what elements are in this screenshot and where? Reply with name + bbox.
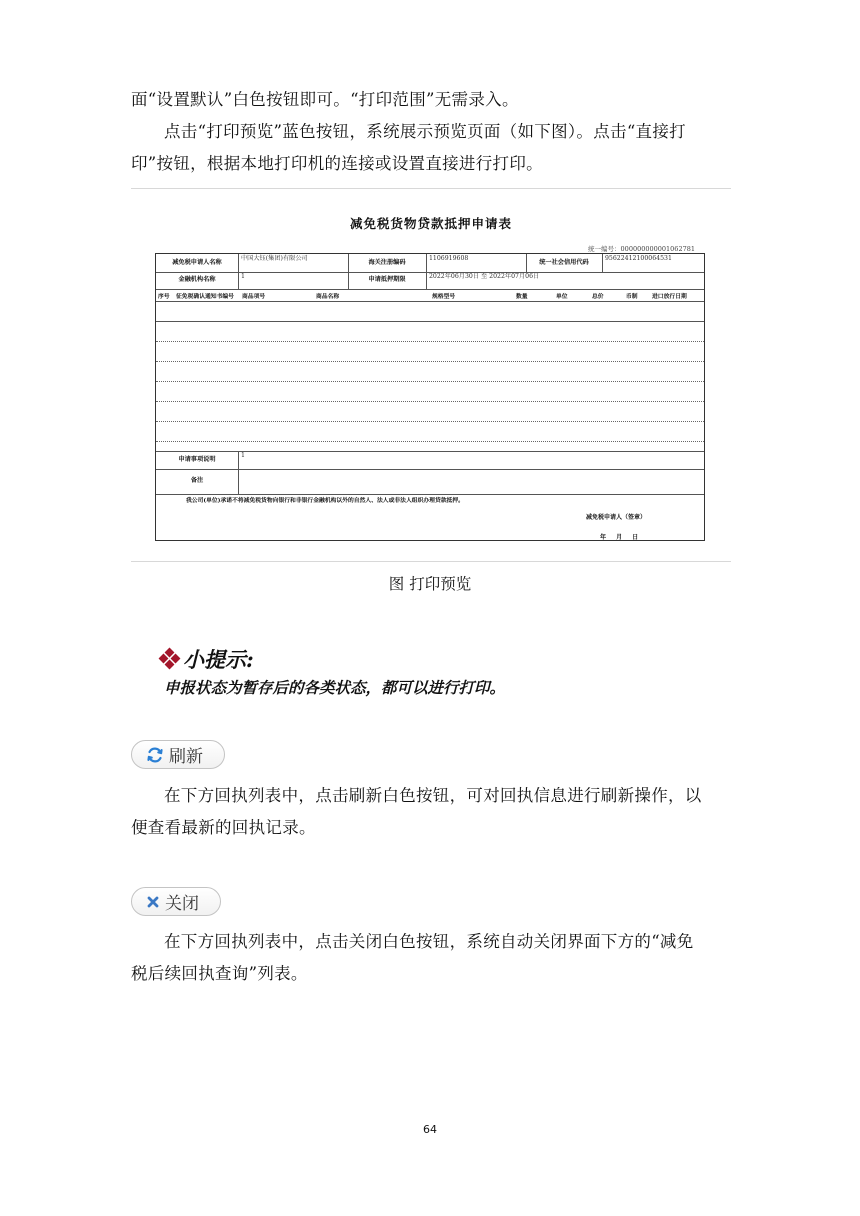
notes-label: 申请事项说明: [178, 455, 216, 463]
close-desc-line1: 在下方回执列表中，点击关闭白色按钮，系统自动关闭界面下方的“减免: [164, 932, 694, 951]
header-cell: 规格型号: [432, 293, 456, 300]
refresh-desc-line2: 便查看最新的回执记录。: [131, 818, 316, 837]
tip-heading: [160, 644, 254, 674]
applicant-value: 中国大钰(集团)有限公司: [241, 255, 308, 262]
credit-code-label: 统一社会信用代码: [539, 258, 589, 266]
form-row-applicant: [156, 254, 704, 273]
refresh-button-label: 刷新: [169, 747, 203, 767]
form-data-row: [156, 321, 704, 342]
close-icon: [146, 895, 160, 909]
intro-paragraph: [131, 84, 731, 180]
header-cell: 进口放行日期: [652, 293, 687, 300]
customs-code-value: 1106919608: [429, 255, 469, 262]
form-data-row: [156, 401, 704, 422]
applicant-signature-label: 减免税申请人（签章）: [586, 514, 647, 521]
refresh-icon: [146, 746, 164, 764]
remark-label: 备注: [190, 477, 204, 485]
form-row-bank: [156, 272, 704, 290]
intro-line3: 印”按钮，根据本地打印机的连接或设置直接进行打印。: [131, 154, 543, 173]
bank-label: 金融机构名称: [178, 276, 216, 284]
header-cell: 商品项号: [242, 293, 266, 300]
mortgage-form: [155, 253, 705, 541]
form-data-row: [156, 341, 704, 362]
period-value: 2022年06月30日 至 2022年07月06日: [429, 273, 540, 280]
form-data-row: [156, 421, 704, 442]
page-number: 64: [423, 1123, 437, 1136]
period-label: 申请抵押期限: [368, 276, 406, 284]
date-label: 年 月 日: [600, 534, 639, 541]
close-button[interactable]: [131, 887, 221, 916]
applicant-label: 减免税申请人名称: [172, 258, 222, 266]
customs-code-label: 海关注册编码: [368, 258, 406, 266]
header-cell: 数量: [516, 293, 528, 300]
credit-code-value: 9562241210006453​1: [605, 255, 672, 262]
intro-line2: 点击“打印预览”蓝色按钮，系统展示预览页面（如下图）。点击“直接打: [164, 122, 686, 141]
close-description: [131, 926, 731, 990]
form-data-row: [156, 381, 704, 402]
close-button-label: 关闭: [165, 894, 199, 914]
diamond-bullet-icon: [160, 649, 180, 669]
form-data-row: [156, 361, 704, 382]
refresh-description: [131, 780, 731, 844]
figure-caption: 图 打印预览: [388, 575, 472, 593]
declaration-text: 我公司(单位)承诺不将减免税货物向银行和非银行金融机构以外的自然人、法人或非法人组织办理贷款抵押。: [186, 498, 464, 504]
notes-value: 1: [241, 452, 245, 459]
close-desc-line2: 税后续回执查询”列表。: [131, 964, 308, 983]
form-title: 减免税货物贷款抵押申请表: [349, 216, 512, 231]
tip-text: 申报状态为暂存后的各类状态，都可以进行打印。: [164, 678, 506, 697]
refresh-button[interactable]: [131, 740, 225, 769]
header-cell: 总价: [592, 293, 604, 300]
header-cell: 征免税确认通知书编号: [176, 293, 234, 300]
refresh-desc-line1: 在下方回执列表中，点击刷新白色按钮，可对回执信息进行刷新操作，以: [164, 786, 702, 805]
header-cell: 商品名称: [316, 293, 340, 300]
form-data-row: [156, 301, 704, 322]
header-cell: 单位: [556, 293, 568, 300]
form-row-notes: [156, 451, 704, 470]
form-serial-number: 统一编号：000000000001062781: [588, 245, 695, 253]
header-cell: 币制: [626, 293, 638, 300]
intro-line1: 面“设置默认”白色按钮即可。“打印范围”无需录入。: [131, 90, 519, 109]
tip-title: 小提示:: [183, 647, 254, 672]
print-preview-image: [131, 188, 731, 562]
header-cell: 序号: [158, 293, 170, 300]
bank-value: 1: [241, 273, 245, 280]
form-row-remark: [156, 469, 704, 495]
